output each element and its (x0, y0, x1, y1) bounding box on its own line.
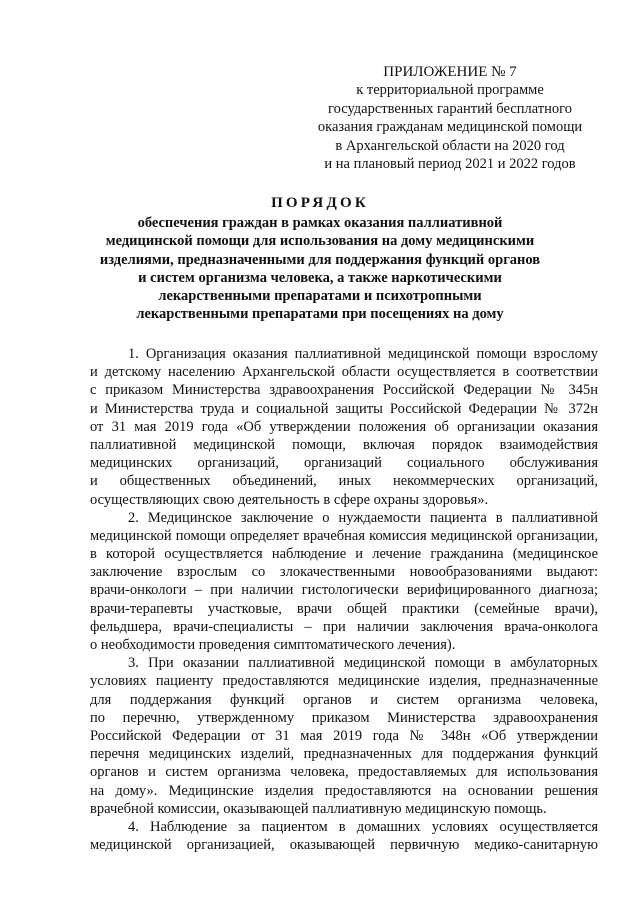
paragraph-2 (90, 509, 598, 655)
text-line: о необходимости проведения симптоматического лечения). (90, 637, 456, 653)
text-line: от 31 мая 2019 года «Об утверждении положения об организации оказания (90, 418, 598, 435)
text-line: фельдшера, врачи-специалисты – при наличии заключения врача-онколога (90, 618, 598, 635)
text-line: на дому». Медицинские изделия предоставляются на основании решения (90, 782, 598, 799)
appendix-line: в Архангельской области на 2020 год (335, 137, 565, 154)
document-body (90, 345, 598, 854)
text-line: 1. Организация оказания паллиативной медицинской помощи взрослому (128, 346, 598, 362)
paragraph-1 (90, 345, 598, 509)
text-line: с приказом Министерства здравоохранения Российской Федерации № 345н (90, 382, 598, 399)
appendix-line: и на плановый период 2021 и 2022 годов (324, 156, 576, 173)
text-line: перечня медицинских изделий, предназначенных для поддержания функций (90, 746, 598, 763)
text-line: 2. Медицинское заключение о нуждаемости пациента в паллиативной (128, 509, 598, 526)
appendix-line: государственных гарантий бесплатного (328, 100, 572, 117)
text-line: медицинских организаций, организаций социального обслуживания (90, 455, 598, 472)
subtitle-line: обеспечения граждан в рамках оказания паллиативной (137, 215, 503, 231)
text-line: 4. Наблюдение за пациентом в домашних условиях осуществляется (128, 818, 598, 835)
text-line: врачебной комиссии, оказывающей паллиативную медицинскую помощь. (90, 800, 547, 817)
document-subtitle (80, 214, 560, 324)
text-line: по перечню, утвержденному приказом Министерства здравоохранения (90, 709, 598, 726)
paragraph-3 (90, 654, 598, 818)
text-line: в которой осуществляется наблюдение и лечение гражданина (медицинское (90, 546, 598, 563)
subtitle-line: лекарственными препаратами при посещениях на дому (136, 306, 504, 323)
appendix-header (300, 63, 600, 173)
subtitle-line: медицинской помощи для использования на дому медицинскими (105, 233, 535, 250)
text-line: органов и систем организма человека, предоставляемых для использования (90, 764, 598, 781)
text-line: 3. При оказании паллиативной медицинской помощи в амбулаторных (128, 655, 598, 672)
subtitle-line: лекарственными препаратами и психотропными (158, 288, 482, 305)
text-line: медицинской помощи определяет врачебная комиссия медицинской организации, (90, 527, 598, 544)
appendix-line: оказания гражданам медицинской помощи (317, 119, 583, 136)
text-line: осуществляющих свою деятельность в сфере охраны здоровья». (90, 491, 489, 508)
text-line: условиях пациенту предоставляются медицинские изделия, предназначенные (90, 673, 598, 690)
text-line: и общественных объединений, иных некоммерческих организаций, (90, 473, 598, 490)
text-line: медицинской организацией, оказывающей первичную медико-санитарную (90, 837, 598, 854)
text-line: для поддержания функций органов и систем организма человека, (90, 691, 598, 708)
document-title: ПОРЯДОК (271, 195, 369, 211)
text-line: и Министерства труда и социальной защиты Российской Федерации № 372н (90, 400, 598, 417)
appendix-title: ПРИЛОЖЕНИЕ № 7 (383, 64, 517, 80)
text-line: Российской Федерации от 31 мая 2019 года № 348н «Об утверждении (90, 727, 598, 744)
paragraph-4 (90, 818, 598, 854)
text-line: врачи-онкологи – при наличии гистологически верифицированного диагноза; (90, 582, 598, 599)
subtitle-line: изделиями, предназначенными для поддержания функций органов (99, 251, 541, 268)
appendix-line: к территориальной программе (356, 82, 544, 99)
text-line: заключение взрослым со злокачественными новообразованиями выдают: (90, 564, 598, 581)
subtitle-line: и систем организма человека, а также наркотическими (138, 269, 502, 286)
text-line: и детскому населению Архангельской области осуществляется в соответствии (90, 364, 598, 381)
title-block (80, 193, 560, 324)
text-line: врачи-терапевты участковые, врачи общей практики (семейные врачи), (90, 600, 598, 617)
text-line: паллиативной медицинской помощи, включая порядок взаимодействия (90, 436, 598, 453)
